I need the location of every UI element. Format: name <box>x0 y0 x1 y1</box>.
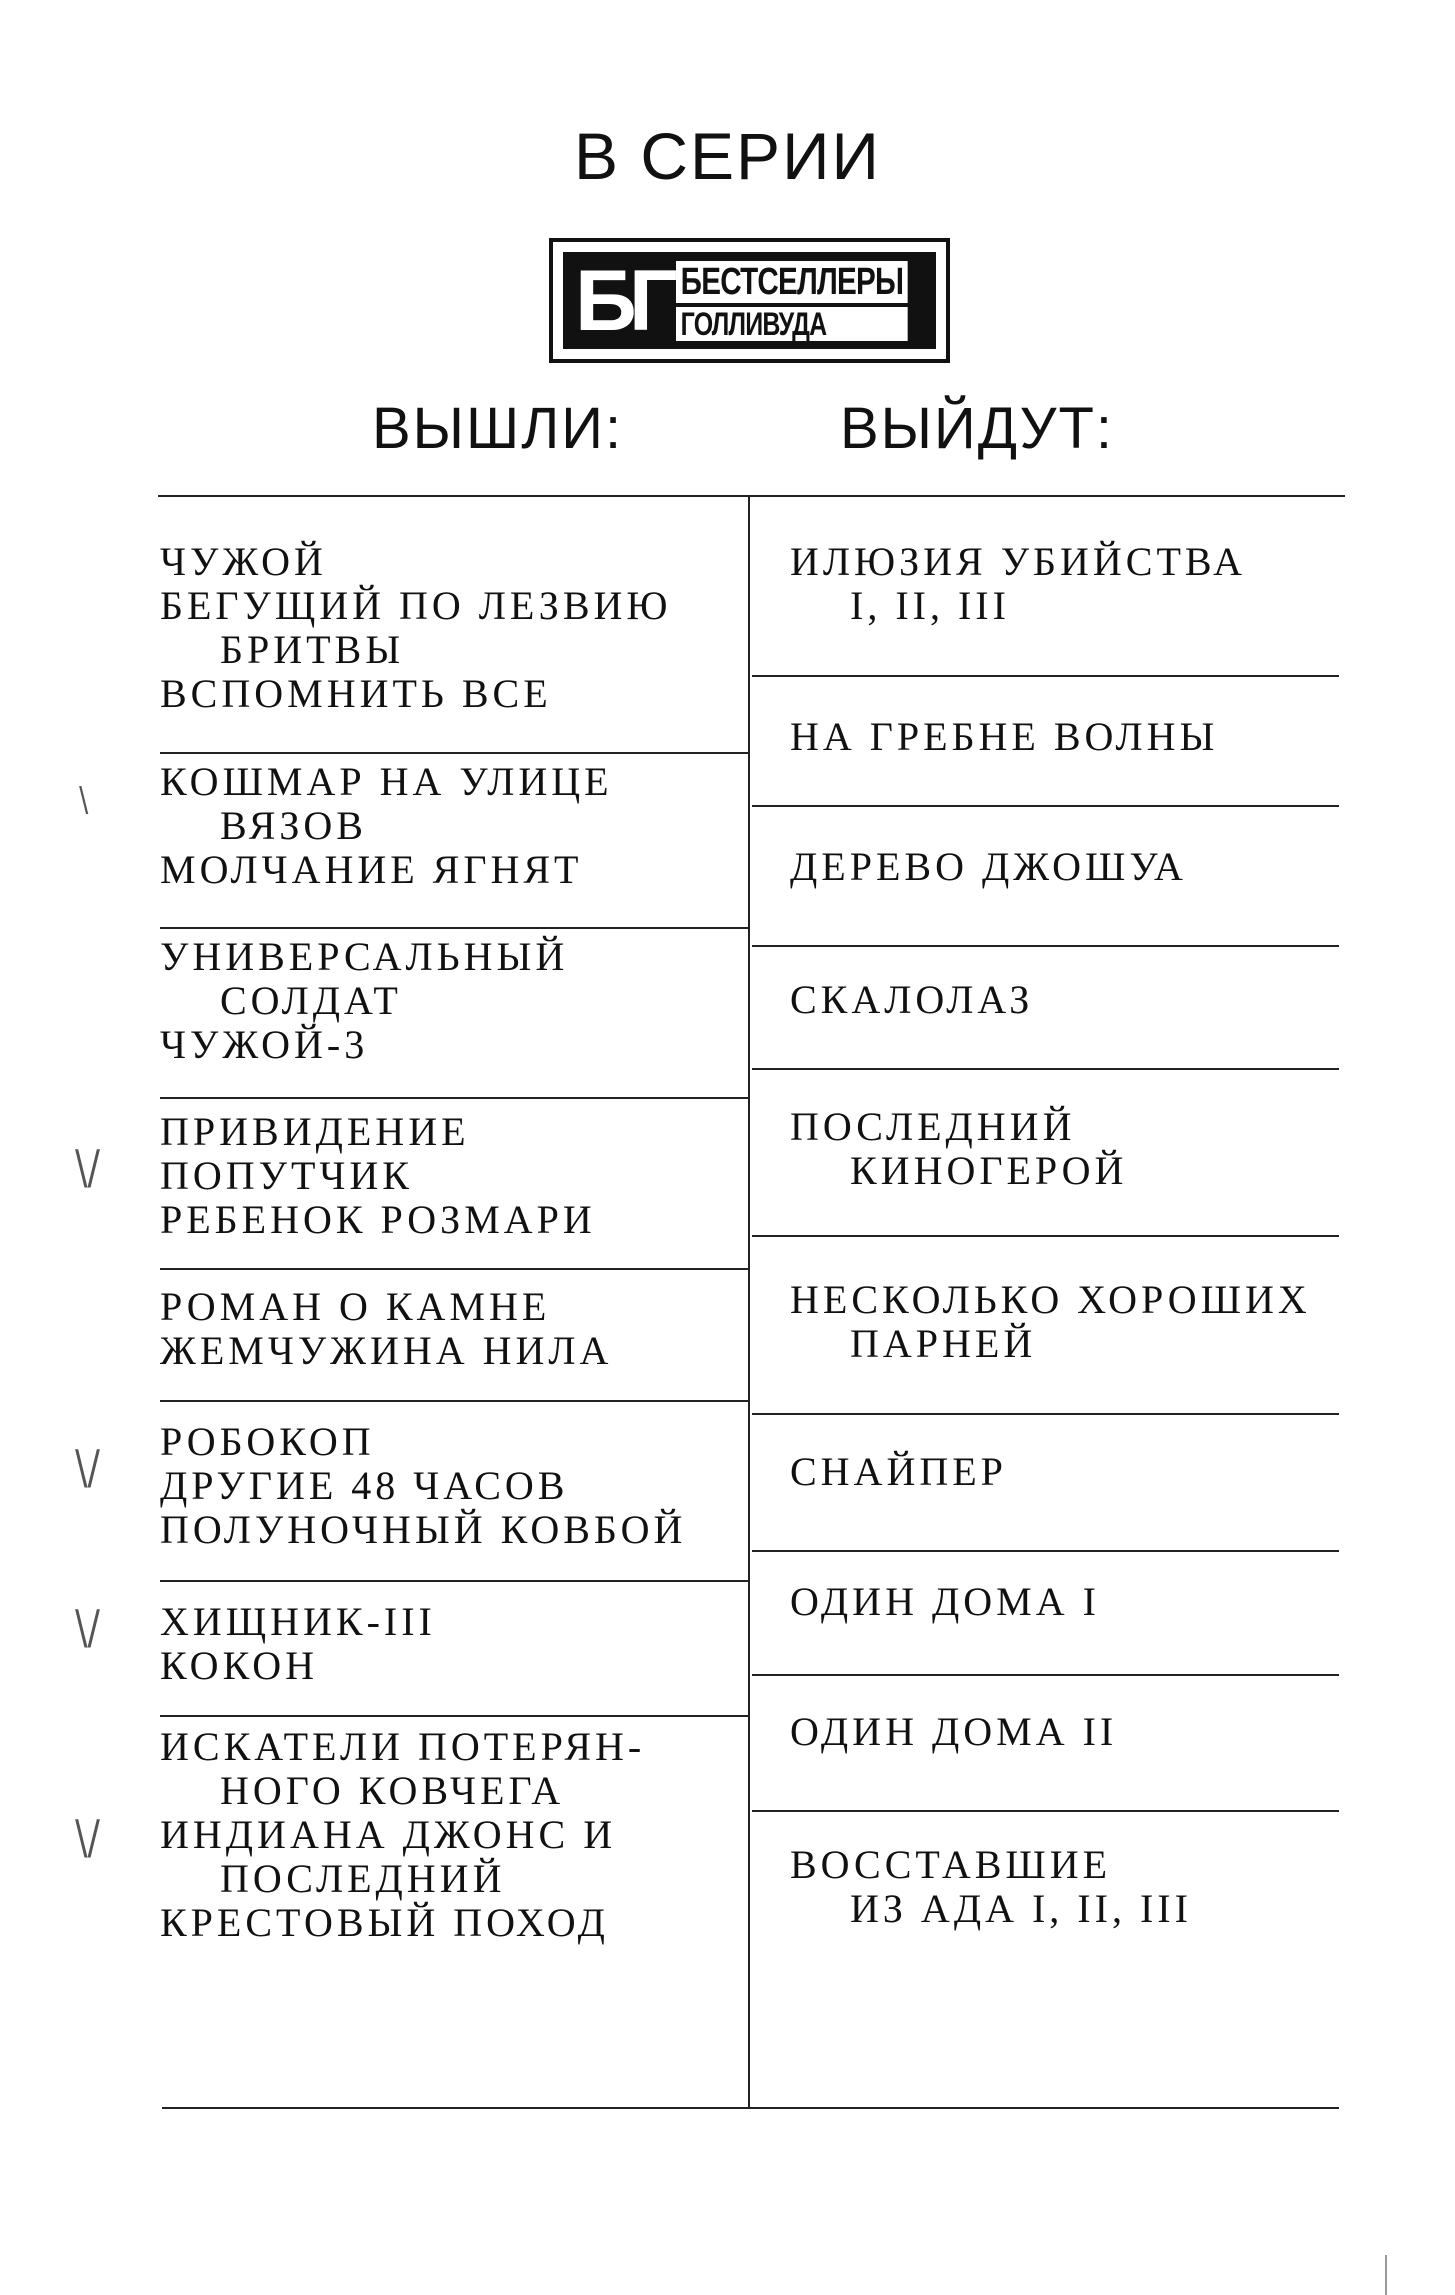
released-row-rule <box>160 1097 750 1099</box>
released-title-line: ЧУЖОЙ-3 <box>160 1022 369 1067</box>
released-title-line: ПРИВИДЕНИЕ <box>160 1109 470 1154</box>
scan-edge-mark <box>1385 2255 1387 2295</box>
released-row-rule <box>160 1715 750 1717</box>
logo-plate <box>563 252 936 349</box>
released-title-line: НОГО КОВЧЕГА <box>220 1768 565 1813</box>
upcoming-group <box>790 1580 1100 1624</box>
released-title-line: ВЯЗОВ <box>220 803 367 848</box>
handwritten-check-mark: \/ <box>75 1600 100 1654</box>
released-group <box>160 1600 436 1688</box>
released-heading: ВЫШЛИ: <box>372 396 624 461</box>
released-group <box>160 1110 596 1242</box>
upcoming-row-rule <box>752 945 1339 947</box>
released-title-line: РЕБЕНОК РОЗМАРИ <box>160 1197 596 1242</box>
upcoming-title-line: ИЗ АДА I, II, III <box>850 1886 1192 1931</box>
upcoming-title-line: I, II, III <box>850 583 1010 628</box>
upcoming-title-line: НЕСКОЛЬКО ХОРОШИХ <box>790 1277 1311 1322</box>
released-title-line: ЧУЖОЙ <box>160 539 327 584</box>
released-title-line: ХИЩНИК-III <box>160 1599 436 1644</box>
upcoming-title-line: ИЛЮЗИЯ УБИЙСТВА <box>790 539 1246 584</box>
released-row-rule <box>160 927 750 929</box>
upcoming-title-line: НА ГРЕБНЕ ВОЛНЫ <box>790 714 1219 759</box>
released-group <box>160 935 568 1067</box>
table-top-rule <box>158 495 1345 497</box>
upcoming-group <box>790 715 1218 759</box>
released-row-rule <box>160 1268 750 1270</box>
logo-line-1: БЕСТСЕЛЛЕРЫ <box>676 261 908 303</box>
released-title-line: ЖЕМЧУЖИНА НИЛА <box>160 1328 613 1373</box>
upcoming-group <box>790 1278 1311 1366</box>
released-title-line: КОШМАР НА УЛИЦЕ <box>160 759 613 804</box>
upcoming-group <box>790 1105 1127 1193</box>
released-row-rule <box>160 752 750 754</box>
handwritten-check-mark: \/ <box>75 1440 100 1494</box>
upcoming-title-line: КИНОГЕРОЙ <box>850 1148 1128 1193</box>
released-title-line: ПОСЛЕДНИЙ <box>220 1856 506 1901</box>
handwritten-check-mark: \/ <box>75 1140 100 1194</box>
page-title: В СЕРИИ <box>574 119 881 193</box>
series-logo <box>549 238 950 363</box>
released-title-line: УНИВЕРСАЛЬНЫЙ <box>160 934 569 979</box>
released-title-line: ИНДИАНА ДЖОНС И <box>160 1812 617 1857</box>
upcoming-row-rule <box>752 1068 1339 1070</box>
upcoming-title-line: СНАЙПЕР <box>790 1449 1007 1494</box>
logo-monogram: БГ <box>575 252 670 349</box>
released-title-line: ВСПОМНИТЬ ВСЕ <box>160 671 552 716</box>
logo-words <box>676 261 973 341</box>
upcoming-group <box>790 540 1246 628</box>
upcoming-row-rule <box>752 1413 1339 1415</box>
released-title-line: РОБОКОП <box>160 1419 375 1464</box>
upcoming-row-rule <box>752 1550 1339 1552</box>
upcoming-row-rule <box>752 1674 1339 1676</box>
upcoming-row-rule <box>752 1235 1339 1237</box>
upcoming-title-line: ВОССТАВШИЕ <box>790 1842 1112 1887</box>
released-title-line: КРЕСТОВЫЙ ПОХОД <box>160 1900 609 1945</box>
upcoming-group <box>790 1843 1192 1931</box>
released-title-line: ДРУГИЕ 48 ЧАСОВ <box>160 1463 569 1508</box>
upcoming-group <box>790 1710 1117 1754</box>
released-group <box>160 1725 645 1945</box>
released-title-line: БРИТВЫ <box>220 627 405 672</box>
column-divider <box>748 497 750 2107</box>
upcoming-title-line: ПАРНЕЙ <box>850 1321 1037 1366</box>
released-title-line: ИСКАТЕЛИ ПОТЕРЯН- <box>160 1724 646 1769</box>
upcoming-row-rule <box>752 1810 1339 1812</box>
released-row-rule <box>160 1580 750 1582</box>
released-title-line: БЕГУЩИЙ ПО ЛЕЗВИЮ <box>160 583 672 628</box>
released-group <box>160 760 613 892</box>
released-title-line: КОКОН <box>160 1643 319 1688</box>
upcoming-title-line: ОДИН ДОМА II <box>790 1709 1118 1754</box>
upcoming-title-line: СКАЛОЛАЗ <box>790 977 1034 1022</box>
released-title-line: МОЛЧАНИЕ ЯГНЯТ <box>160 847 583 892</box>
released-title-line: ПОЛУНОЧНЫЙ КОВБОЙ <box>160 1507 687 1552</box>
released-group <box>160 1420 686 1552</box>
upcoming-group <box>790 978 1033 1022</box>
released-title-line: СОЛДАТ <box>220 978 402 1023</box>
upcoming-row-rule <box>752 805 1339 807</box>
logo-line-2: ГОЛЛИВУДА <box>676 307 908 341</box>
upcoming-title-line: ОДИН ДОМА I <box>790 1579 1100 1624</box>
released-title-line: РОМАН О КАМНЕ <box>160 1284 551 1329</box>
handwritten-check-mark: \/ <box>75 1810 100 1864</box>
released-title-line: ПОПУТЧИК <box>160 1153 413 1198</box>
upcoming-group <box>790 845 1187 889</box>
upcoming-group <box>790 1450 1007 1494</box>
upcoming-row-rule <box>752 675 1339 677</box>
table-bottom-rule <box>162 2107 1339 2109</box>
handwritten-faint-mark: \ <box>79 780 89 820</box>
upcoming-title-line: ПОСЛЕДНИЙ <box>790 1104 1076 1149</box>
upcoming-title-line: ДЕРЕВО ДЖОШУА <box>790 844 1187 889</box>
released-group <box>160 1285 612 1373</box>
released-group <box>160 540 672 716</box>
released-row-rule <box>160 1400 750 1402</box>
upcoming-heading: ВЫЙДУТ: <box>840 396 1115 461</box>
